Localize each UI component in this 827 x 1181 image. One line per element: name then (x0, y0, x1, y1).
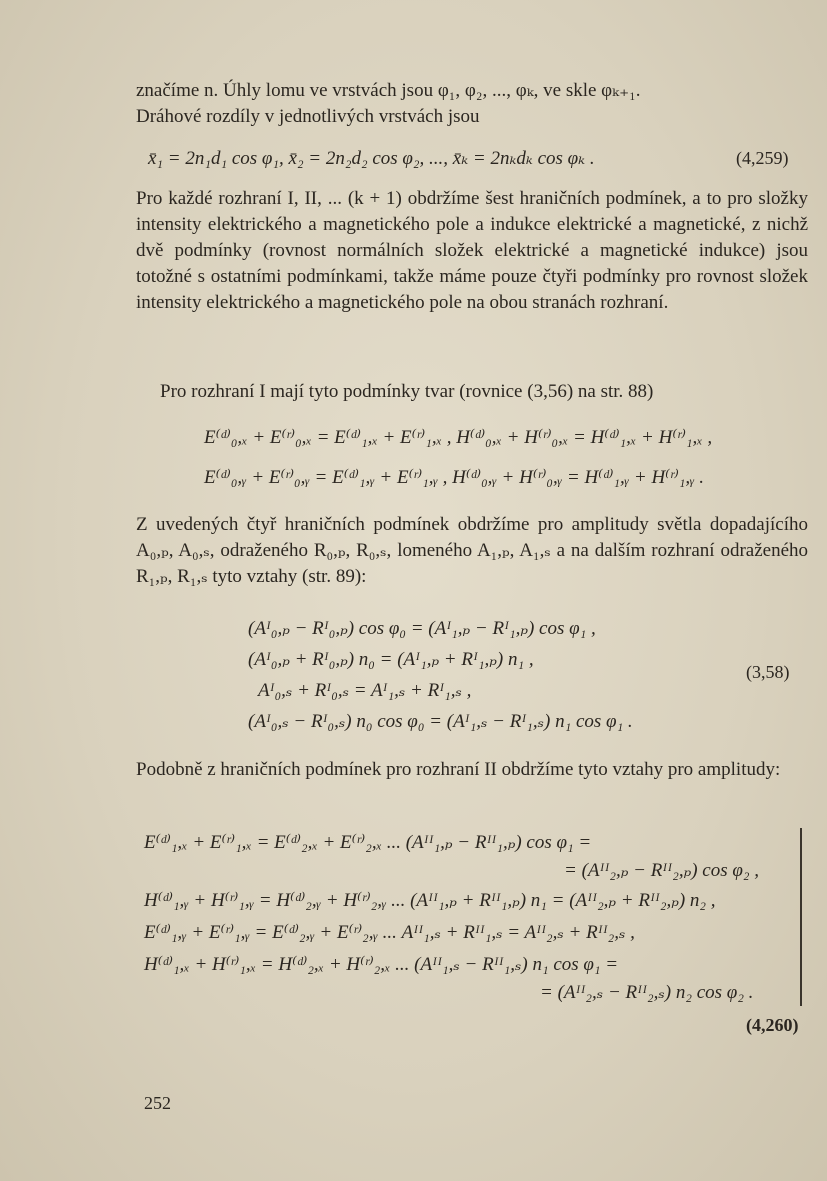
paragraph-amplitudes: Z uvedených čtyř hraničních podmínek obdržíme pro amplitudy světla dopadajícího A₀,ₚ, A₀,ₛ, odraženého R₀,ₚ, R₀,ₛ, lomeného A₁,ₚ, A₁,ₛ a na dalším rozhraní odraženého R₁,ₚ, R₁,ₛ tyto vztahy (str. 89): (136, 514, 808, 587)
equation-number-4-259: (4,259) (736, 148, 789, 168)
equation-4-260-line-3: E⁽ᵈ⁾₁,ᵧ + E⁽ʳ⁾₁,ᵧ = E⁽ᵈ⁾₂,ᵧ + E⁽ʳ⁾₂,ᵧ ... Aᴵᴵ₁,ₛ + Rᴵᴵ₁,ₛ = Aᴵᴵ₂,ₛ + Rᴵᴵ₂,ₛ , (144, 922, 635, 943)
equation-field-y: E⁽ᵈ⁾₀,ᵧ + E⁽ʳ⁾₀,ᵧ = E⁽ᵈ⁾₁,ᵧ + E⁽ʳ⁾₁,ᵧ , H⁽ᵈ⁾₀,ᵧ + H⁽ʳ⁾₀,ᵧ = H⁽ᵈ⁾₁,ᵧ + H⁽ʳ⁾₁,ᵧ . (204, 467, 704, 488)
equation-4-260-line-1: E⁽ᵈ⁾₁,ₓ + E⁽ʳ⁾₁,ₓ = E⁽ᵈ⁾₂,ₓ + E⁽ʳ⁾₂,ₓ ... (Aᴵᴵ₁,ₚ − Rᴵᴵ₁,ₚ) cos φ₁ = (144, 832, 592, 853)
equation-4-260-line-2: H⁽ᵈ⁾₁,ᵧ + H⁽ʳ⁾₁,ᵧ = H⁽ᵈ⁾₂,ᵧ + H⁽ʳ⁾₂,ᵧ ... (Aᴵᴵ₁,ₚ + Rᴵᴵ₁,ₚ) n₁ = (Aᴵᴵ₂,ₚ + Rᴵᴵ₂,ₚ) n₂ , (144, 890, 716, 911)
paragraph-interface-two: Podobně z hraničních podmínek pro rozhraní II obdržíme tyto vztahy pro amplitudy: (136, 759, 781, 780)
text-line-1: značíme n. Úhly lomu ve vrstvách jsou φ₁, φ₂, ..., φₖ, ve skle φₖ₊₁. (136, 80, 641, 101)
paragraph-interface-one: Pro rozhraní I mají tyto podmínky tvar (rovnice (3,56) na str. 88) (160, 381, 654, 402)
text-line-2: Dráhové rozdíly v jednotlivých vrstvách jsou (136, 106, 480, 127)
equation-4-260-line-4b: = (Aᴵᴵ₂,ₛ − Rᴵᴵ₂,ₛ) n₂ cos φ₂ . (540, 982, 754, 1003)
page-number: 252 (144, 1093, 171, 1113)
equation-4-259: x̄₁ = 2n₁d₁ cos φ₁, x̄₂ = 2n₂d₂ cos φ₂, ..., x̄ₖ = 2nₖdₖ cos φₖ . (148, 148, 595, 169)
equation-3-58-line-3: Aᴵ₀,ₛ + Rᴵ₀,ₛ = Aᴵ₁,ₛ + Rᴵ₁,ₛ , (258, 680, 472, 701)
equation-field-x: E⁽ᵈ⁾₀,ₓ + E⁽ʳ⁾₀,ₓ = E⁽ᵈ⁾₁,ₓ + E⁽ʳ⁾₁,ₓ , H⁽ᵈ⁾₀,ₓ + H⁽ʳ⁾₀,ₓ = H⁽ᵈ⁾₁,ₓ + H⁽ʳ⁾₁,ₓ , (204, 427, 713, 448)
equation-4-260-line-4: H⁽ᵈ⁾₁,ₓ + H⁽ʳ⁾₁,ₓ = H⁽ᵈ⁾₂,ₓ + H⁽ʳ⁾₂,ₓ ... (Aᴵᴵ₁,ₛ − Rᴵᴵ₁,ₛ) n₁ cos φ₁ = (144, 954, 619, 975)
equation-number-4-260: (4,260) (746, 1015, 799, 1035)
paragraph-boundary-conditions: Pro každé rozhraní I, II, ... (k + 1) obdržíme šest hraničních podmínek, a to pro složky intensity elektrického a magnetického pole a indukce elektrické a magnetické, z nichž dvě podmínky (rovnost normálních složek elektrické a magnetické indukce) jsou totožné s ostatními podmínkami, takže máme pouze čtyři podmínky pro rovnost složek intensity elektrického a magnetického pole na obou stranách rozhraní. (136, 188, 808, 313)
equation-3-58-line-4: (Aᴵ₀,ₛ − Rᴵ₀,ₛ) n₀ cos φ₀ = (Aᴵ₁,ₛ − Rᴵ₁,ₛ) n₁ cos φ₁ . (248, 711, 633, 732)
equation-4-260-line-1b: = (Aᴵᴵ₂,ₚ − Rᴵᴵ₂,ₚ) cos φ₂ , (564, 860, 759, 881)
equation-group-bracket (800, 828, 802, 1006)
equation-3-58-line-1: (Aᴵ₀,ₚ − Rᴵ₀,ₚ) cos φ₀ = (Aᴵ₁,ₚ − Rᴵ₁,ₚ) cos φ₁ , (248, 618, 596, 639)
equation-number-3-58: (3,58) (746, 662, 790, 682)
equation-3-58-line-2: (Aᴵ₀,ₚ + Rᴵ₀,ₚ) n₀ = (Aᴵ₁,ₚ + Rᴵ₁,ₚ) n₁ , (248, 649, 534, 670)
